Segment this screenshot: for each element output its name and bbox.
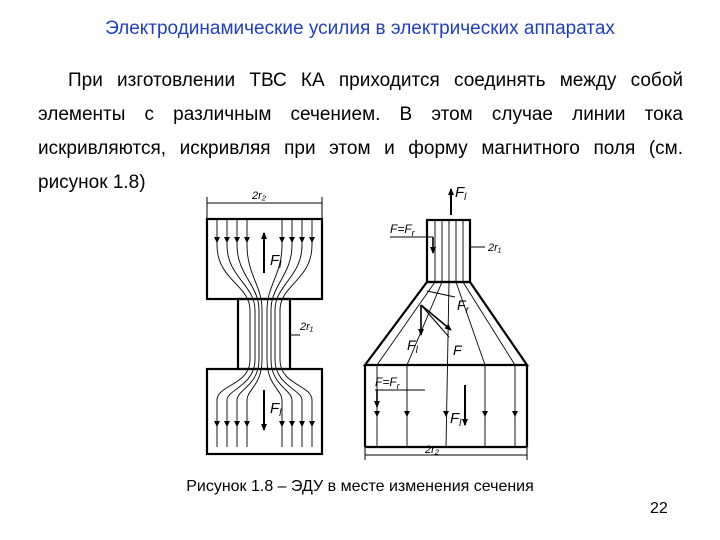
fr-arrow [421, 305, 451, 330]
label-fl-upper: $F_l$ [270, 252, 282, 271]
figure-1-8 [195, 185, 555, 465]
label-2r2-left: 2r₂ [252, 190, 266, 202]
current-arrowheads-right [374, 411, 518, 417]
figure-caption: Рисунок 1.8 – ЭДУ в месте изменения сечения [186, 478, 534, 495]
page-number: 22 [650, 500, 668, 517]
label-f-eq-fr-top: $F=F_r$ [390, 222, 415, 238]
label-fl-lower: $F_l$ [270, 400, 282, 419]
label-2r2-right: 2r₂ [425, 444, 439, 456]
paragraph-text: При изготовлении ТВС КА приходится соединять между собой элементы с различным сечением. В этом случае линии тока искривляются, искривляя при этом и форму магнитного поля (см. рисунок 1.8) [38, 70, 683, 193]
label-f: F [453, 342, 462, 358]
body-paragraph [38, 64, 683, 200]
transition-section [365, 282, 527, 365]
label-f-eq-fr-bottom: $F=F_r$ [375, 375, 400, 391]
label-fl-triangle: $F_l$ [407, 337, 418, 356]
slide-title: Электродинамические усилия в электрических аппаратах [105, 18, 615, 39]
label-2r1-left: 2r₁ [300, 321, 314, 333]
label-fl-top-right: $F_l$ [455, 185, 467, 203]
label-fl-bottom-right: $F_l$ [450, 410, 462, 429]
label-fr: $F_r$ [457, 297, 469, 316]
label-2r1-right: 2r₁ [488, 242, 502, 254]
narrow-neck-section [238, 299, 290, 369]
